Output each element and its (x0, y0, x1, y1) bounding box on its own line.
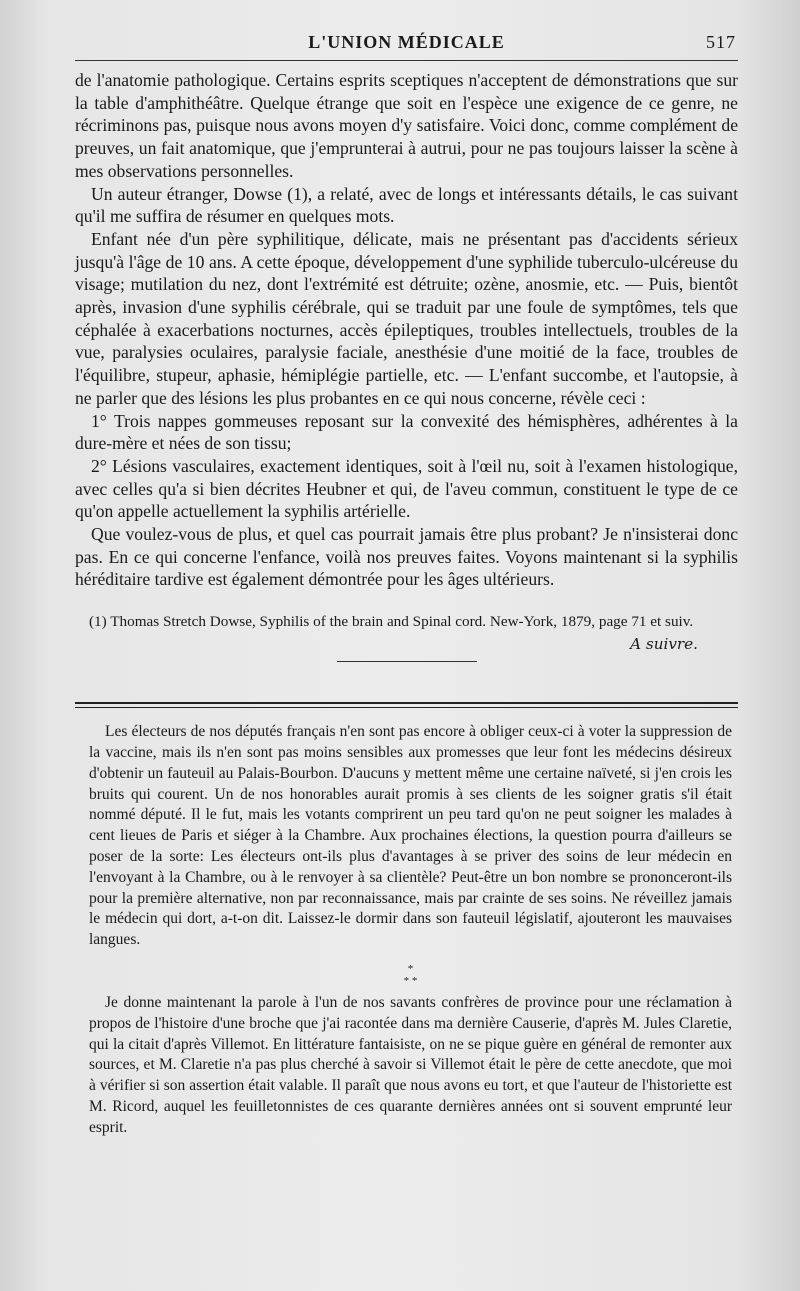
chronique-section (75, 722, 738, 1138)
journal-title: L'UNION MÉDICALE (308, 32, 505, 52)
section-double-rule (75, 702, 738, 708)
article-paragraph: Un auteur étranger, Dowse (1), a relaté, avec de longs et intéressants détails, le cas suivant qu'il me suffira de résumer en quelques mots. (75, 183, 738, 227)
chronique-paragraph: Les électeurs de nos députés français n'en sont pas encore à obliger ceux-ci à voter la suppression de la vaccine, mais ils n'en sont pas moins sensibles aux promesses que leur font les médecins désireux d'obtenir un fauteuil au Palais-Bourbon. D'aucuns y mettent même une certaine naïveté, si j'en crois les bruits qui courent. Un de nos honorables aurait promis à ses clients de les soigner gratis s'il était nommé député. Il le fut, mais les votants comprirent un peu tard qu'on ne peut soigner les malades à cent lieues de Paris et siéger à la Chambre. Aux prochaines élections, la question pourra d'ailleurs se poser de la sorte: Les électeurs ont-ils plus d'avantages à se priver des soins de leur médecin en l'envoyant à la Chambre, ou à le renvoyer à sa clientèle? Peut-être un bon nombre se prononceront-ils pour la première alternative, non par reconnaissance, mais par crainte de ses soins. Ne réveillez jamais le médecin qui dort, a-t-on dit. Laissez-le dormir dans son fauteuil législatif, ajouteront les mauvaises langues. (89, 723, 732, 949)
article-paragraph: de l'anatomie pathologique. Certains esprits sceptiques n'acceptent de démonstrations que sur la table d'amphithéâtre. Quelque étrange que soit en l'espèce une exigence de ce genre, ne récriminons pas, puisque nous avons moyen d'y satisfaire. Voici donc, comme complément de preuves, un fait anatomique, que j'emprunterai à autrui, pour ne pas toujours laisser la scène à mes observations personnelles. (75, 70, 738, 181)
footnote: (1) Thomas Stretch Dowse, Syphilis of the brain and Spinal cord. New-York, 1879, page 71 et suiv. (89, 613, 694, 631)
article-paragraph: 2° Lésions vasculaires, exactement identiques, soit à l'œil nu, soit à l'examen histologique, avec celles qu'a si bien décrites Heubner et qui, de l'aveu commun, constituent le type de ce qu'on appelle actuellement la syphilis artérielle. (75, 455, 738, 522)
article-end-rule (337, 661, 477, 662)
chronique-paragraph: Je donne maintenant la parole à l'un de nos savants confrères de province pour une réclamation à propos de l'histoire d'une broche que j'ai racontée dans ma dernière Causerie, d'après M. Jules Claretie, qui la citait d'après Villemot. En littérature fantaisiste, on ne se pique guère en général de remonter aux sources, et M. Claretie n'a pas plus cherché à savoir si Villemot était le père de cette anecdote, que moi à vérifier si son assertion était valable. Il paraît que nous avons eu tort, et que l'auteur de l'historiette est M. Ricord, auquel les feuilletonnistes de ces quarante dernières années ont si souvent emprunté leur esprit. (89, 993, 732, 1136)
continuation-note: A suivre. (630, 635, 698, 654)
article-paragraph: 1° Trois nappes gommeuses reposant sur la convexité des hémisphères, adhérentes à la dure-mère et nées de son tissu; (75, 410, 738, 454)
article-paragraph: Que voulez-vous de plus, et quel cas pourrait jamais être plus probant? Je n'insisterai donc pas. En ce qui concerne l'enfance, voilà nos preuves faites. Voyons maintenant si la syphilis héréditaire tardive est également démontrée pour les âges ultérieurs. (75, 524, 738, 590)
running-header (75, 30, 738, 56)
header-rule (75, 60, 738, 61)
page-number: 517 (706, 32, 736, 52)
article-body (75, 69, 738, 591)
asterism-separator: * * * (403, 962, 418, 987)
article-paragraph: Enfant née d'un père syphilitique, délicate, mais ne présentant pas d'accidents sérieux jusqu'à l'âge de 10 ans. A cette époque, développement d'une syphilide tuberculo-ulcéreuse du visage; mutilation du nez, dont l'extrémité est détruite; ozène, anosmie, etc. — Puis, bientôt après, invasion d'une syphilis cérébrale, qui se traduit par une foule de symptômes, tels que céphalée à exacerbations nocturnes, accès épileptiques, troubles intellectuels, troubles de la vue, paralysies oculaires, paralysie faciale, anesthésie d'une moitié de la face, troubles de l'équilibre, stupeur, aphasie, hémiplégie partielle, etc. — L'enfant succombe, et l'autopsie, à ne parler que des lésions les plus probantes en ce qui nous concerne, révèle ceci : (75, 228, 738, 408)
